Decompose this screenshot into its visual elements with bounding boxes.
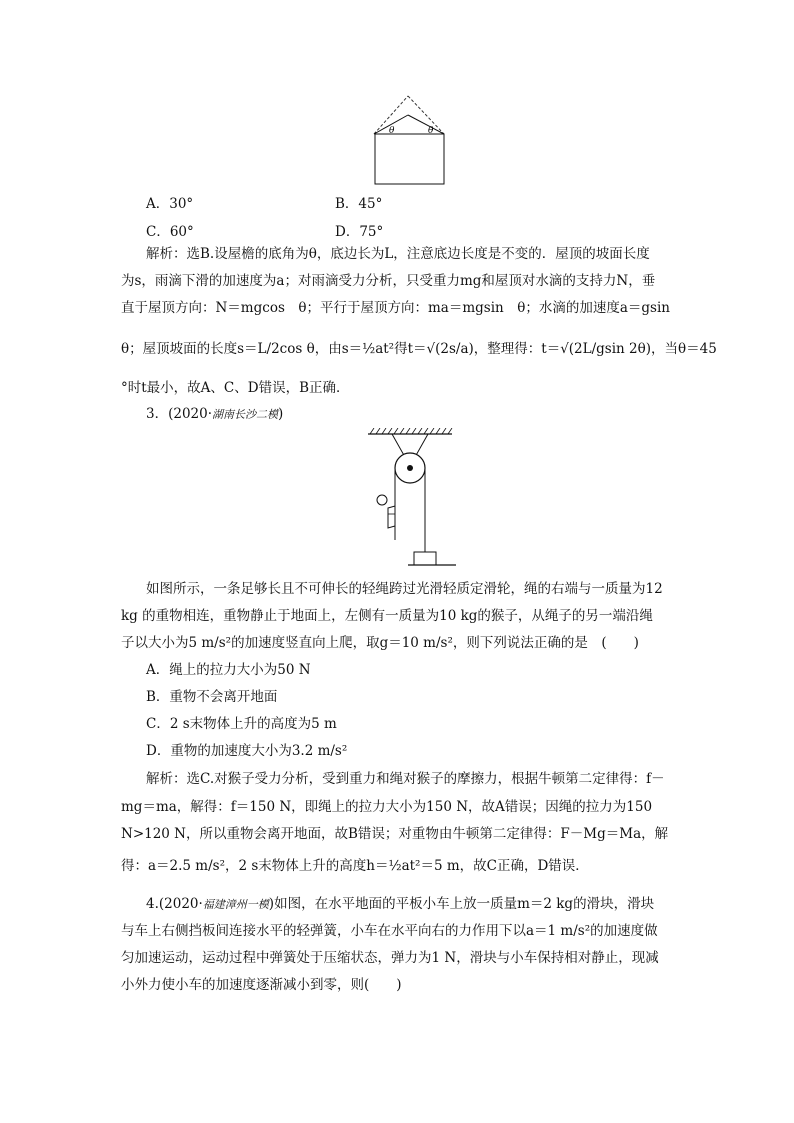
- weight-block: [414, 552, 436, 565]
- q3-option-d: D．重物的加速度大小为3.2 m/s²: [146, 743, 348, 759]
- q2-option-c: C．60°: [146, 224, 194, 240]
- q2-analysis-line-3: 直于屋顶方向：N＝mgcos θ；平行于屋顶方向：ma＝mgsin θ；水滴的加速度a＝gsin: [121, 300, 670, 316]
- q3-analysis-line-4: 得：a＝2.5 m/s²，2 s末物体上升的高度h＝½at²＝5 m，故C正确，D错误．: [121, 858, 589, 874]
- ceiling-hatch: [370, 428, 452, 434]
- q3-analysis-line-2: mg＝ma，解得：f＝150 N，即绳上的拉力大小为150 N，故A错误；因绳的拉力为150: [121, 799, 653, 815]
- pulley-axle: [407, 465, 413, 471]
- dashed-roof-right: [408, 96, 444, 134]
- q2-analysis-line-5: °时t最小，故A、C、D错误，B正确．: [121, 380, 350, 396]
- q3-number: 3．(2020·: [146, 406, 213, 422]
- q4-header: [146, 894, 654, 915]
- q3-source: 湖南长沙二模: [212, 408, 279, 421]
- q3-header: [146, 404, 283, 425]
- q4-stem-line-1: 与车上右侧挡板间连接水平的轻弹簧，小车在水平向右的力作用下以a＝1 m/s²的加速度做: [121, 923, 658, 939]
- q3-stem-line-2: kg 的重物相连，重物静止于地面上，左侧有一质量为10 kg的猴子，从绳子的另一端沿绳: [121, 608, 653, 624]
- house-roof-figure: [370, 92, 450, 186]
- house-body: [375, 134, 444, 184]
- theta-right-label: θ: [428, 126, 434, 136]
- theta-left-label: θ: [389, 126, 395, 136]
- roof-right: [408, 115, 444, 134]
- q2-analysis-line-2: 为s，雨滴下滑的加速度为a；对雨滴受力分析，只受重力mg和屋顶对水滴的支持力N，垂: [121, 273, 656, 289]
- q2-option-b: B．45°: [335, 196, 383, 212]
- pulley-figure: [366, 428, 456, 570]
- q3-header-end: ): [278, 406, 284, 422]
- monkey-body: [388, 506, 395, 528]
- q4-stem-line-2: 匀加速运动，运动过程中弹簧处于压缩状态，弹力为1 N，滑块与小车保持相对静止，现减: [121, 950, 659, 966]
- q2-analysis-line-4: θ；屋顶坡面的长度s＝L/2cos θ，由s＝½at²得t＝√(2s/a)，整理得：t＝√(2L/gsin 2θ)，当θ＝45: [121, 341, 717, 357]
- q2-option-a: A．30°: [146, 196, 194, 212]
- monkey-head: [377, 495, 387, 505]
- q3-stem-line-3: 子以大小为5 m/s²的加速度竖直向上爬，取g＝10 m/s²，则下列说法正确的是 ( ): [121, 635, 639, 651]
- q3-analysis-line-1: 解析：选C.对猴子受力分析，受到重力和绳对猴子的摩擦力，根据牛顿第二定律得：f－: [146, 771, 665, 787]
- q3-analysis-line-3: N>120 N，所以重物会离开地面，故B错误；对重物由牛顿第二定律得：F－Mg＝Ma，解: [121, 826, 669, 842]
- q4-stem-first: )如图，在水平地面的平板小车上放一质量m＝2 kg的滑块，滑块: [268, 896, 655, 912]
- q4-stem-line-3: 小外力使小车的加速度逐渐减小到零，则( ): [121, 977, 402, 993]
- q3-option-a: A．绳上的拉力大小为50 N: [146, 662, 311, 678]
- q4-number: 4.(2020·: [146, 896, 203, 912]
- q3-stem-line-1: 如图所示，一条足够长且不可伸长的轻绳跨过光滑轻质定滑轮，绳的右端与一质量为12: [146, 581, 663, 597]
- q2-analysis-line-1: 解析：选B.设屋檐的底角为θ，底边长为L，注意底边长度是不变的．屋顶的坡面长度: [146, 246, 650, 262]
- q2-option-d: D．75°: [335, 224, 384, 240]
- q4-source: 福建漳州一模: [202, 898, 269, 911]
- q3-option-b: B．重物不会离开地面: [146, 689, 278, 705]
- q3-option-c: C．2 s末物体上升的高度为5 m: [146, 716, 337, 732]
